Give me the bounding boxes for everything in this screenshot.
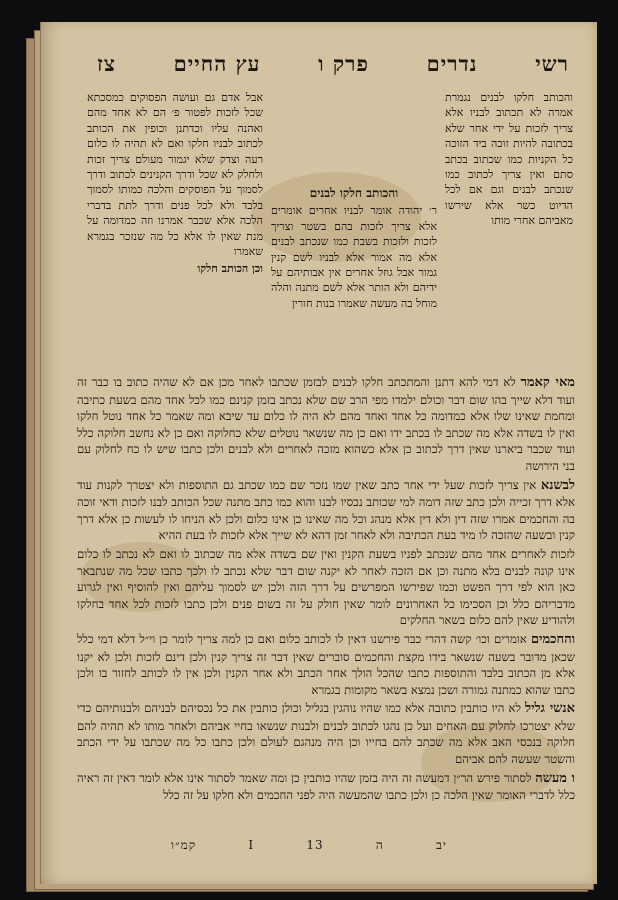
body-paragraph bbox=[77, 631, 575, 698]
paragraph-lead-word: אנשי גליל bbox=[525, 701, 575, 717]
signature-mark: קמ״ו bbox=[171, 838, 197, 852]
body-paragraph bbox=[77, 374, 575, 475]
header-folio: צז bbox=[97, 51, 116, 76]
paragraph-text: לא דמי להא דתנן והמתכתב חלקו לבנים לבזמן שכתבו לאחר מכן אם לא שהיה כתוב בו כבר זה ועוד דלא שייך בהו שום דבר וכולם ילמדו מפי הרב שם שלא נכתב בזמן קנינם כמו לכל אחד מהם בשעת כתיבה ומחמת שאינו שלו אלא כמדומה כל אחד ואחד מהם לא היה לו כלום עד שיבא ומה שאמר כל אחד נוטל חלקו ואין לו בשדה אלא מה שכתב לו בכתב ידו ואם כן מה שנשאר נוטלים שלא כחלוקה ואם כן לא נחשב חלוקה כלל ועוד שכבר ביארנו שאין דרך לכתוב כן אלא כשהוא מזכה לאחרים ולא לבנים ולכן כתבו שיש לו כח לחלוק עם בני הירושה bbox=[77, 375, 575, 473]
header-chapter: פרק ו bbox=[318, 51, 369, 76]
header-chapter-title: עץ החיים bbox=[173, 51, 261, 76]
body-paragraph bbox=[77, 770, 575, 804]
signature-marks bbox=[171, 838, 447, 856]
signature-mark: יב bbox=[436, 838, 447, 852]
signature-mark: ה bbox=[375, 838, 384, 852]
commentary-left-text: אבל אדם גם ועושה הפסוקים כמסכתא שכל לזכות לפטור פ׳ הם לא אחד מהם ואהנה עליו וכדתנן וכופין את הכותב לכתוב לבניו חלקו ואם לא תהיה לו כלום רעה וצדק שלא יגמור מעולם צריך זכות ולחלק לא שכל ודרך הקנינים לכתוב ודרך לסמוך על הפוסקים והלכה כמותו לסמוך בלבד ולא לכל פנים ודרך לתת בדברי הלכה אלא שכבר אמרנו וזה כמדומה על מנת שאין לו אלא כל מה שנזכר בגמרא שאמרו bbox=[87, 91, 263, 259]
paragraph-lead-word: לבשנא bbox=[540, 477, 575, 493]
body-paragraph bbox=[77, 700, 575, 767]
mishna-column bbox=[271, 90, 437, 368]
header-rashi-label: רשי bbox=[535, 51, 569, 76]
paragraph-lead-word: והחכמים bbox=[530, 631, 575, 647]
body-paragraph bbox=[77, 546, 575, 629]
paragraph-text: לזכות לאחרים אחד מהם שנכתב לפניו בשעת הקנין ואין שם בשדה אלא מה שכתוב לו ואם לא נכתב לו כלום אינו קונה לבנים בלא מתנה וכן אם הזכה לאחר לא יקנה שום דבר שלא נכתב לו ולכך כתבו שכל מה שנתבאר כאן הוא לפי דרך הפשט וכמו שפירשו המפרשים על דרך הזה ולכן יש לסמוך עליהם ואין להוסיף ואין לגרוע מדבריהם כלל וכן הסכימו כל האחרונים לומר שאין חולק על זה בשום פנים ולכן כתבו לזכות לכל אחד בחלקו ולהודיע שאין להם כלום בשאר החלקים bbox=[77, 546, 575, 628]
commentary-left-column bbox=[87, 90, 263, 368]
rashi-column-text: והכותב חלקו לבנים נגמרת אמרה לא תכתוב לבניו אלא צריך לזכות על ידי אחר שלא בכתובה להיות זוכה ביד הזוכה כל הקניות כמו שכתוב בכתב סתם ואין צריך לכתוב כמו שנכתב לבנים וגם אם לכל הדיוט כשר אלא שירשו מאביהם אחרי מותו bbox=[445, 91, 573, 228]
paragraph-text: אין צריך לזכות שעל ידי אחר כתב שאין שמו נזכר שם כמו שכתב גם התוספות ולא יצטרך לקנות עוד אלא דרך זכייה ולכן כתב שזה דומה למי שכותב נכסיו לבנו והוא כמו כתב מתנה שכל הכותב לבנו לזכות ודאי זוכה בה והחכמים אמרו שזה דין ולא דין אלא מנהג וכל מה שאינו כן אינו כלום ולכן לא הניחו לו לעשות כן אלא דרך קנין ובשעה שהזכה לו מיד בעת הכתיבה ולא לאחר זמן דהא לא שייך אלא לזכות לו בעת ההיא bbox=[77, 477, 575, 543]
paragraph-lead-word: ו מעשה bbox=[535, 770, 575, 786]
tosafot-body bbox=[77, 374, 575, 842]
book-page bbox=[40, 22, 597, 884]
paragraph-text: לסתור פירש הר״ן דמעשה זה היה בזמן שהיו כותבין כן ומה שאמר לסתור אינו אלא לומר דאין זה ראיה כלל לדברי האומר שאין הלכה כן ולכן כתבו שהמעשה היה לפני החכמים ולא חלקו על זה כלל bbox=[77, 770, 575, 803]
body-paragraph bbox=[77, 477, 575, 544]
signature-mark: 13 bbox=[306, 838, 324, 852]
signature-mark: I bbox=[248, 838, 255, 852]
paragraph-lead-word: מאי קאמר bbox=[520, 375, 575, 390]
rashi-column bbox=[445, 90, 573, 368]
mishna-heading: והכותב חלקו לבנים bbox=[309, 186, 399, 200]
mishna-column-text: ר׳ יהודה אומר לבניו אחרים אומרים אלא צריך לזכות בהם בשטר וצריך לזכות ולזכות בשבת כמו שנכתב לבנים אלא מה אמור אלא לבניו לשם קנין גמור אבל גוזל אחרים אין אבותיהם על ידיהם ולא הותר אלא לשם מתנה והלה מוחל בה מעשה שאמרו בנות חורין bbox=[271, 204, 437, 310]
running-header bbox=[97, 50, 569, 78]
commentary-left-foot: וכן הכותב חלקו bbox=[197, 262, 263, 276]
paragraph-text: לא היו כותבין כתובה אלא כמו שהיו נוהגין בגליל וכולן כותבין את כל נכסיהם לבניהם ולבנותיהם כדי שלא יצטרכו לחלוק עם האחים ועל כן נהגו לכתוב לבנים ולבנות שנשאו בחיי אביהם ולאחר מותו לא תהיה להם חלוקה בנכסי האב אלא מה שכתב להם בחייו וכן היה מנהגם לעולם ולכן כתבו כל מה שכתבו על ידי הכתב והשטר שעשה להם אביהם bbox=[77, 701, 575, 767]
header-tractate: נדרים bbox=[426, 51, 478, 76]
commentary-columns bbox=[85, 90, 573, 368]
paragraph-text: אומרים וכו׳ קשה דהרי כבר פירשנו דאין לו לכותב כלום ואם כן למה צריך לומר כן וי״ל דלא דמי כלל שכאן מדובר בשעה שנשאר בידו מקצת והחכמים סוברים שאין דבר זה צריך קנין ולכן דינם לזכות ולכן לא יקנו אלא מן הכתוב בלבד והתוספות כתבו שהכל הולך אחר הכתב ולא אחר הקנין ולכן אין לו לכותב לחזור בו ולכן כתבו שהוא כמתנה גמורה ושכן נמצא בשאר מקומות בגמרא bbox=[77, 631, 575, 697]
